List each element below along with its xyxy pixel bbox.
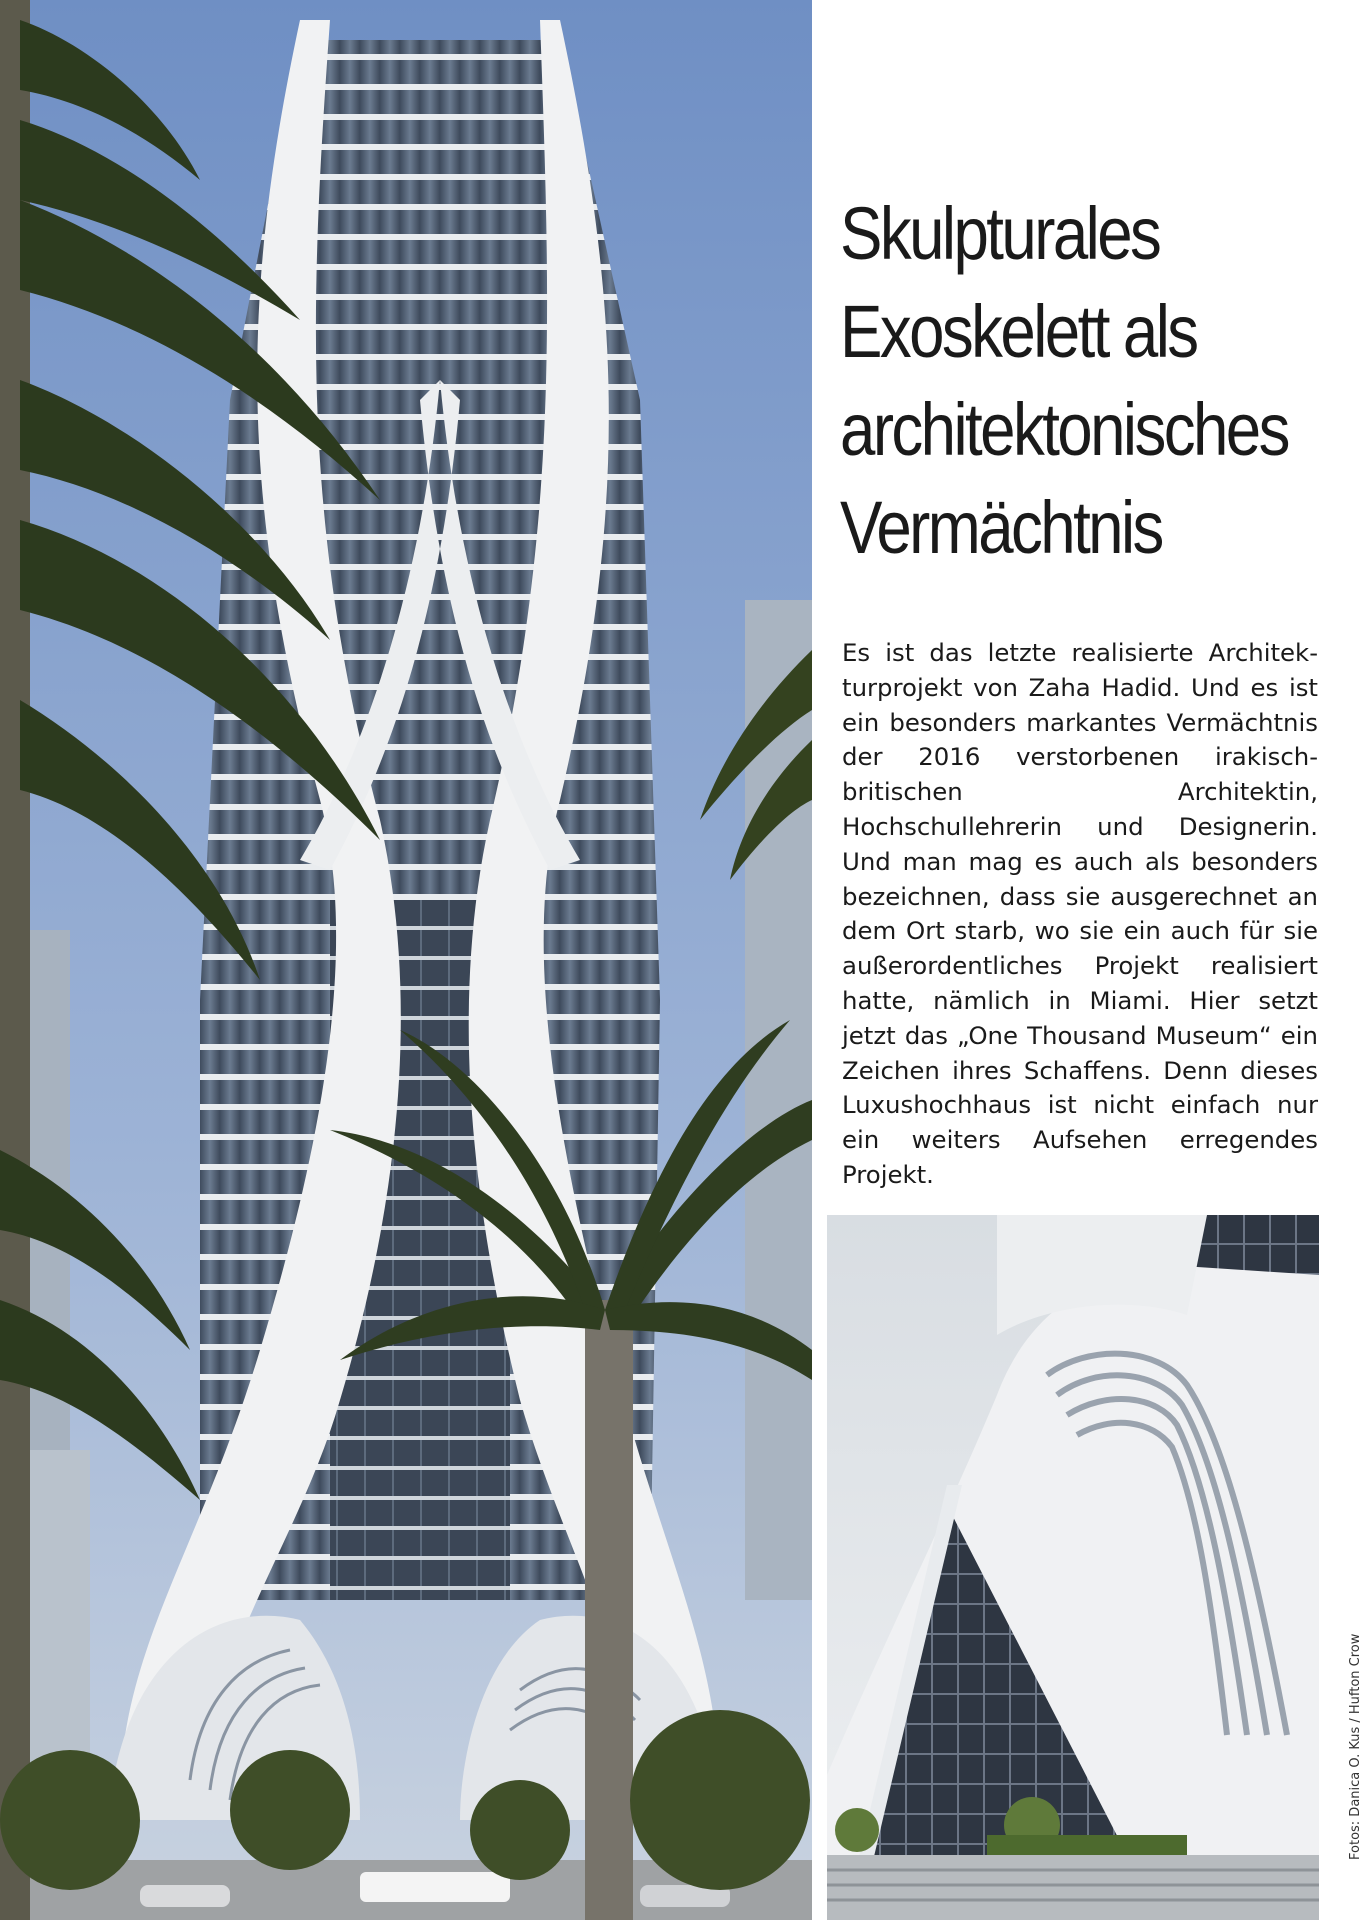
photo-credit: Fotos: Danica O. Kus / Hufton Crow [1348,1633,1363,1860]
entrance-photo [827,1215,1319,1920]
headline-line: architektonisches [840,388,1288,471]
headline-line: Vermächtnis [840,486,1162,569]
article-body: Es ist das letzte realisierte Architekturprojekt von Zaha Hadid. Und es ist ein besonders markantes Vermächtnis der 2016 verstorbenen irakisch-britischen Architektin, Hochschullehrerin und Designerin. Und man mag es auch als besonders bezeichnen, dass sie ausgerechnet an dem Ort starb, wo sie ein auch für sie außerordentliches Projekt realisiert hatte, nämlich in Miami. Hier setzt jetzt das „One Thousand Museum“ ein Zeichen ihres Schaffens. Denn dieses Luxushochhaus ist nicht einfach nur ein weiters Aufsehen erregendes Projekt. [842,638,1318,1189]
headline-line: Skulpturales [840,192,1160,275]
headline-line: Exoskelett als [840,290,1197,373]
article-headline [840,185,1288,577]
